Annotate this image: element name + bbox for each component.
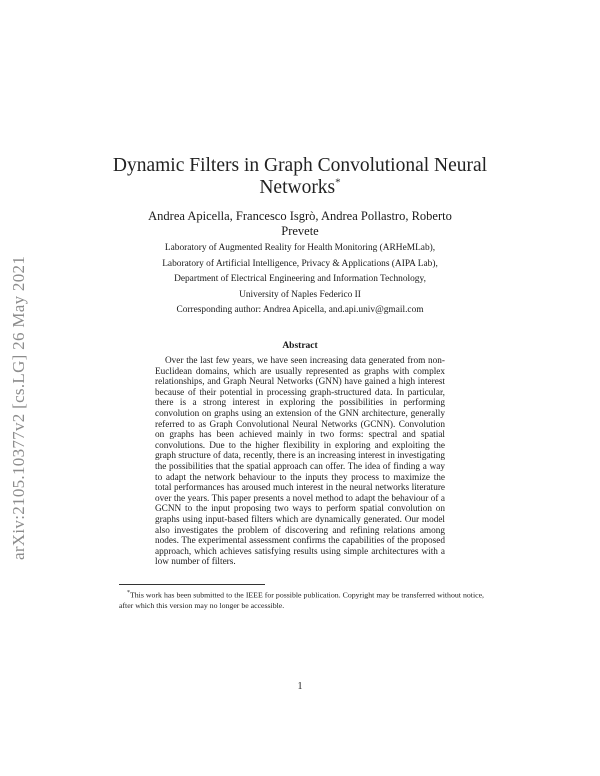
affiliation-line: Department of Electrical Engineering and Information Technology,: [174, 274, 426, 284]
title-footnote-mark: *: [335, 176, 341, 189]
author-list: Andrea Apicella, Francesco Isgrò, Andrea Pollastro, Roberto Prevete: [148, 209, 452, 238]
page-number: 1: [297, 681, 303, 692]
abstract-heading: Abstract: [282, 341, 318, 351]
paper-title: [110, 155, 490, 199]
affiliation-line: Laboratory of Artificial Intelligence, Privacy & Applications (AIPA Lab),: [162, 258, 438, 269]
affiliation-line: University of Naples Federico II: [239, 289, 361, 300]
footnote-text: This work has been submitted to the IEEE for possible publication. Copyright may be transferred without notice, after which this version may no longer be accessible.: [119, 590, 484, 610]
affiliation-line: Laboratory of Augmented Reality for Health Monitoring (ARHeMLab),: [164, 243, 436, 253]
affiliations: [120, 241, 480, 319]
footnote-rule: [119, 584, 265, 585]
footnote-mark: *: [127, 590, 130, 596]
paper-title-text: Dynamic Filters in Graph Convolutional Neural Networks: [112, 155, 488, 198]
footnote: [119, 588, 484, 611]
arxiv-stamp: arXiv:2105.10377v2 [cs.LG] 26 May 2021: [9, 255, 28, 560]
corresponding-author: Corresponding author: Andrea Apicella, and.api.univ@gmail.com: [176, 305, 424, 315]
abstract-body: Over the last few years, we have seen increasing data generated from non-Euclidean domains, which are usually represented as graphs with complex relationships, and Graph Neural Networks (GNN) have gained a high interest because of their potential in processing graph-structured data. In particular, there is a strong interest in exploring the possibilities in performing convolution on graphs using an extension of the GNN architecture, generally referred to as Graph Convolutional Neural Networks (GCNN). Convolution on graphs has been achieved mainly in two forms: spectral and spatial convolutions. Due to the higher flexibility in exploring and exploiting the graph structure of data, recently, there is an increasing interest in investigating the possibilities that the spatial approach can offer. The idea of finding a way to adapt the network behaviour to the inputs they process to maximize the total performances has aroused much interest in the neural networks literature over the years. This paper presents a novel method to adapt the behaviour of a GCNN to the input proposing two ways to perform spatial convolution on graphs using input-based filters which are dynamically generated. Our model also investigates the problem of discovering and refining relations among nodes. The experimental assessment confirms the capabilities of the proposed approach, which achieves satisfying results using simple architectures with a low number of filters.: [155, 356, 445, 568]
